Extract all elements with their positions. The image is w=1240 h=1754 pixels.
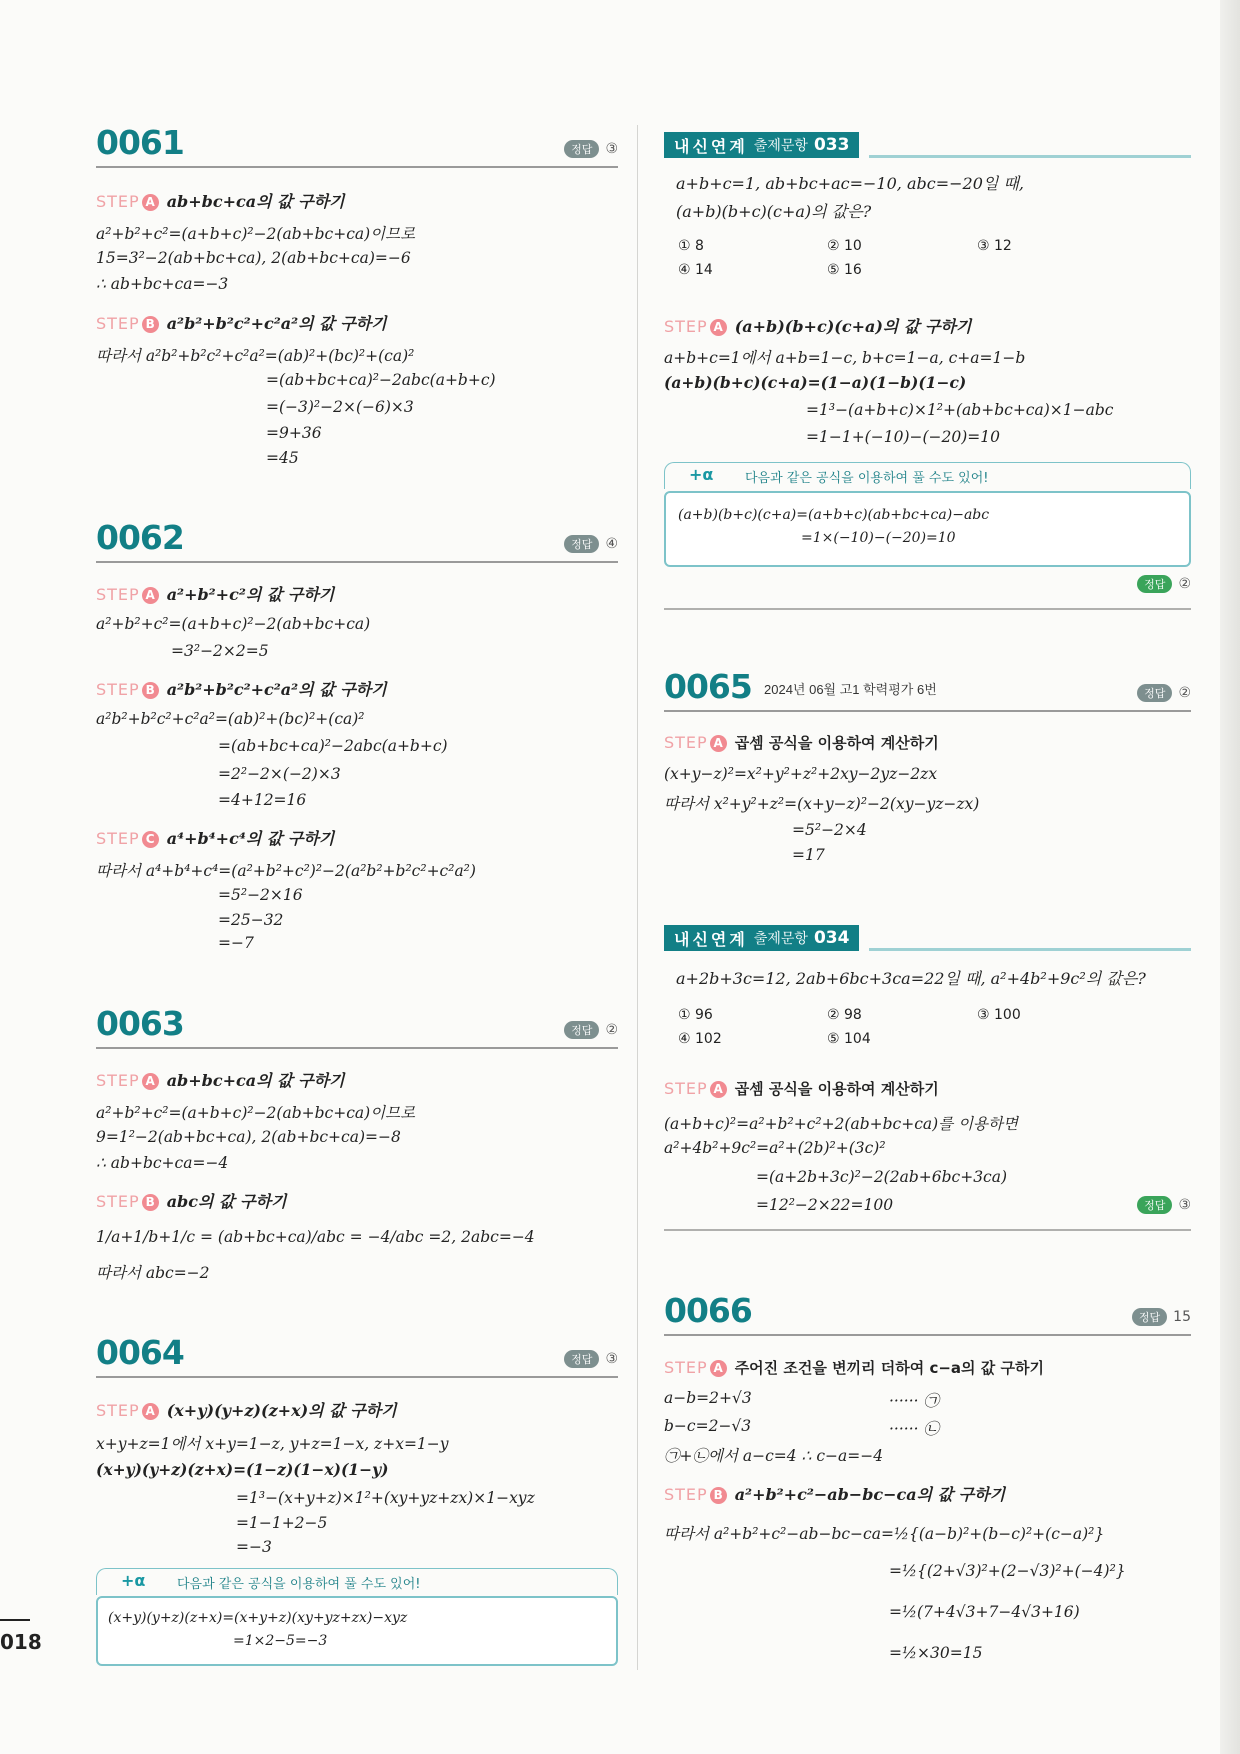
solution-line: a²+b²+c²=(a+b+c)²−2(ab+bc+ca)이므로 bbox=[96, 225, 416, 243]
solution-line: a²+b²+c²=(a+b+c)²−2(ab+bc+ca) bbox=[96, 615, 371, 633]
solution-line: 따라서 x²+y²+z²=(x+y−z)²−2(xy−yz−zx) bbox=[664, 795, 980, 813]
problem-number: 0062 bbox=[96, 518, 184, 557]
solution-line: =1−1+(−10)−(−20)=10 bbox=[806, 428, 1000, 446]
problem-0061-header bbox=[96, 124, 618, 168]
solution-line: b−c=2−√3 bbox=[664, 1417, 752, 1435]
equation-marker: ······ ㉠ bbox=[889, 1392, 939, 1410]
solution-line: (a+b)(b+c)(c+a)=(1−a)(1−b)(1−c) bbox=[664, 373, 967, 392]
answer: 정답 ② bbox=[1137, 684, 1191, 702]
problem-source: 2024년 06월 고1 학력평가 6번 bbox=[764, 682, 937, 697]
problem-0063-header bbox=[96, 1005, 618, 1049]
solution-line: =9+36 bbox=[266, 424, 322, 442]
tip-line: =1×2−5=−3 bbox=[233, 1633, 328, 1649]
step-a-heading: STEP A 곱셈 공식을 이용하여 계산하기 bbox=[664, 1079, 939, 1098]
solution-line: =5²−2×16 bbox=[218, 886, 303, 904]
step-a-heading: STEP A (a+b)(b+c)(c+a)의 값 구하기 bbox=[664, 317, 972, 336]
answer: 정답 15 bbox=[1132, 1308, 1191, 1326]
solution-line: =2²−2×(−2)×3 bbox=[218, 765, 341, 783]
choice-2[interactable]: ② 98 bbox=[827, 1007, 862, 1023]
solution-line: =(−3)²−2×(−6)×3 bbox=[266, 398, 414, 416]
tip-title: 다음과 같은 공식을 이용하여 풀 수도 있어! bbox=[177, 1577, 421, 1592]
solution-line: =17 bbox=[792, 846, 825, 864]
problem-number: 0065 bbox=[664, 667, 752, 706]
solution-line: 9=1²−2(ab+bc+ca), 2(ab+bc+ca)=−8 bbox=[96, 1128, 401, 1146]
solution-line: =(a+2b+3c)²−2(2ab+6bc+3ca) bbox=[756, 1168, 1008, 1186]
section-separator bbox=[664, 608, 1191, 610]
problem-number: 0066 bbox=[664, 1291, 752, 1330]
step-b-heading: STEP B a²b²+b²c²+c²a²의 값 구하기 bbox=[96, 680, 387, 699]
answer: 정답 ④ bbox=[564, 535, 618, 553]
tip-header bbox=[96, 1568, 618, 1595]
solution-line: =45 bbox=[266, 449, 299, 467]
step-a-heading: STEP A ab+bc+ca의 값 구하기 bbox=[96, 1071, 345, 1090]
header-rule bbox=[664, 710, 1191, 712]
step-a-heading: STEP A ab+bc+ca의 값 구하기 bbox=[96, 192, 345, 211]
tip-box bbox=[96, 1596, 618, 1666]
step-b-heading: STEP B a²b²+b²c²+c²a²의 값 구하기 bbox=[96, 314, 387, 333]
solution-line: =(ab+bc+ca)²−2abc(a+b+c) bbox=[266, 371, 496, 389]
equation-marker: ······ ㉡ bbox=[889, 1420, 939, 1438]
step-a-heading: STEP A 곱셈 공식을 이용하여 계산하기 bbox=[664, 733, 939, 752]
tip-line: (x+y)(y+z)(z+x)=(x+y+z)(xy+yz+zx)−xyz bbox=[108, 1610, 408, 1626]
choice-5[interactable]: ⑤ 16 bbox=[827, 262, 862, 278]
header-rule bbox=[869, 948, 1191, 951]
step-a-heading: STEP A (x+y)(y+z)(z+x)의 값 구하기 bbox=[96, 1401, 397, 1420]
question-line: a+2b+3c=12, 2ab+6bc+3ca=22일 때, a²+4b²+9c²의 값은? bbox=[676, 969, 1146, 988]
linked-problem-033-header: 내신연계 출제문항 033 bbox=[664, 132, 859, 158]
solution-line: 따라서 abc=−2 bbox=[96, 1264, 210, 1282]
choice-1[interactable]: ① 96 bbox=[678, 1007, 713, 1023]
solution-line: (a+b+c)²=a²+b²+c²+2(ab+bc+ca)를 이용하면 bbox=[664, 1115, 1018, 1133]
linked-problem-034-header: 내신연계 출제문항 034 bbox=[664, 925, 859, 951]
solution-line: x+y+z=1에서 x+y=1−z, y+z=1−x, z+x=1−y bbox=[96, 1435, 449, 1453]
problem-0064-header bbox=[96, 1334, 618, 1378]
solution-line: =1³−(x+y+z)×1²+(xy+yz+zx)×1−xyz bbox=[236, 1489, 535, 1507]
solution-line: 따라서 a²+b²+c²−ab−bc−ca=½{(a−b)²+(b−c)²+(c−a)²} bbox=[664, 1525, 1105, 1543]
answer: 정답 ② bbox=[1137, 575, 1191, 593]
tip-header bbox=[664, 462, 1191, 489]
step-a-heading: STEP A 주어진 조건을 변끼리 더하여 c−a의 값 구하기 bbox=[664, 1358, 1044, 1377]
choice-5[interactable]: ⑤ 104 bbox=[827, 1031, 871, 1047]
solution-line: a²b²+b²c²+c²a²=(ab)²+(bc)²+(ca)² bbox=[96, 710, 365, 728]
alpha-icon: +α bbox=[689, 465, 714, 484]
header-rule bbox=[869, 155, 1191, 158]
step-c-heading: STEP C a⁴+b⁴+c⁴의 값 구하기 bbox=[96, 829, 335, 848]
choice-1[interactable]: ① 8 bbox=[678, 238, 704, 254]
choice-4[interactable]: ④ 14 bbox=[678, 262, 713, 278]
solution-line: a+b+c=1에서 a+b=1−c, b+c=1−a, c+a=1−b bbox=[664, 349, 1026, 367]
solution-line: =1−1+2−5 bbox=[236, 1514, 328, 1532]
step-a-heading: STEP A a²+b²+c²의 값 구하기 bbox=[96, 585, 335, 604]
choice-3[interactable]: ③ 100 bbox=[977, 1007, 1021, 1023]
column-divider bbox=[637, 125, 638, 1670]
solution-line: a−b=2+√3 bbox=[664, 1389, 752, 1407]
solution-line: 따라서 a²b²+b²c²+c²a²=(ab)²+(bc)²+(ca)² bbox=[96, 347, 415, 365]
solution-line: =1³−(a+b+c)×1²+(ab+bc+ca)×1−abc bbox=[806, 401, 1114, 419]
choice-4[interactable]: ④ 102 bbox=[678, 1031, 722, 1047]
tip-line: (a+b)(b+c)(c+a)=(a+b+c)(ab+bc+ca)−abc bbox=[678, 507, 990, 523]
solution-line: 따라서 a⁴+b⁴+c⁴=(a²+b²+c²)²−2(a²b²+b²c²+c²a²) bbox=[96, 862, 476, 880]
header-rule bbox=[96, 561, 618, 563]
answer: 정답 ③ bbox=[564, 140, 618, 158]
solution-line: =−7 bbox=[218, 934, 254, 952]
solution-line: ∴ ab+bc+ca=−3 bbox=[96, 275, 229, 293]
solution-line: =5²−2×4 bbox=[792, 821, 867, 839]
solution-line: =(ab+bc+ca)²−2abc(a+b+c) bbox=[218, 737, 448, 755]
solution-line: =½×30=15 bbox=[889, 1644, 983, 1662]
page-edge bbox=[1220, 0, 1240, 1754]
tip-box bbox=[664, 491, 1191, 567]
tip-title: 다음과 같은 공식을 이용하여 풀 수도 있어! bbox=[745, 471, 989, 486]
solution-line: 1/a+1/b+1/c = (ab+bc+ca)/abc = −4/abc =2, 2abc=−4 bbox=[96, 1228, 535, 1246]
solution-line: =½(7+4√3+7−4√3+16) bbox=[889, 1603, 1080, 1621]
step-b-heading: STEP B abc의 값 구하기 bbox=[96, 1192, 287, 1211]
step-b-heading: STEP B a²+b²+c²−ab−bc−ca의 값 구하기 bbox=[664, 1485, 1006, 1504]
page-number: 018 bbox=[0, 1630, 42, 1654]
solution-line: =3²−2×2=5 bbox=[171, 642, 269, 660]
solution-line: ㉠+㉡에서 a−c=4 ∴ c−a=−4 bbox=[664, 1447, 884, 1465]
problem-number: 0061 bbox=[96, 123, 184, 162]
solution-line: =4+12=16 bbox=[218, 791, 307, 809]
solution-line: =½{(2+√3)²+(2−√3)²+(−4)²} bbox=[889, 1562, 1126, 1580]
question-line: (a+b)(b+c)(c+a)의 값은? bbox=[676, 202, 872, 221]
answer: 정답 ③ bbox=[564, 1350, 618, 1368]
solution-line: ∴ ab+bc+ca=−4 bbox=[96, 1154, 229, 1172]
solution-line: 15=3²−2(ab+bc+ca), 2(ab+bc+ca)=−6 bbox=[96, 249, 411, 267]
answer: 정답 ③ bbox=[1137, 1196, 1191, 1214]
solution-line: =12²−2×22=100 bbox=[756, 1196, 894, 1214]
problem-0062-header bbox=[96, 519, 618, 563]
solution-line: =−3 bbox=[236, 1538, 272, 1556]
alpha-icon: +α bbox=[121, 1571, 146, 1590]
question-line: a+b+c=1, ab+bc+ac=−10, abc=−20일 때, bbox=[676, 174, 1024, 193]
choice-3[interactable]: ③ 12 bbox=[977, 238, 1012, 254]
header-rule bbox=[96, 166, 618, 168]
solution-line: (x+y)(y+z)(z+x)=(1−z)(1−x)(1−y) bbox=[96, 1460, 389, 1479]
tip-line: =1×(−10)−(−20)=10 bbox=[801, 530, 956, 546]
answer: 정답 ② bbox=[564, 1021, 618, 1039]
problem-number: 0064 bbox=[96, 1333, 184, 1372]
solution-line: a²+4b²+9c²=a²+(2b)²+(3c)² bbox=[664, 1139, 886, 1157]
header-rule bbox=[664, 1334, 1191, 1336]
problem-number: 0063 bbox=[96, 1004, 184, 1043]
choice-2[interactable]: ② 10 bbox=[827, 238, 862, 254]
section-separator bbox=[664, 1229, 1191, 1231]
problem-0065-header bbox=[664, 668, 1191, 712]
problem-0066-header bbox=[664, 1292, 1191, 1336]
solution-line: =25−32 bbox=[218, 911, 284, 929]
solution-line: (x+y−z)²=x²+y²+z²+2xy−2yz−2zx bbox=[664, 765, 938, 783]
solution-line: a²+b²+c²=(a+b+c)²−2(ab+bc+ca)이므로 bbox=[96, 1104, 416, 1122]
header-rule bbox=[96, 1047, 618, 1049]
page-number-bar bbox=[0, 1619, 30, 1621]
header-rule bbox=[96, 1376, 618, 1378]
